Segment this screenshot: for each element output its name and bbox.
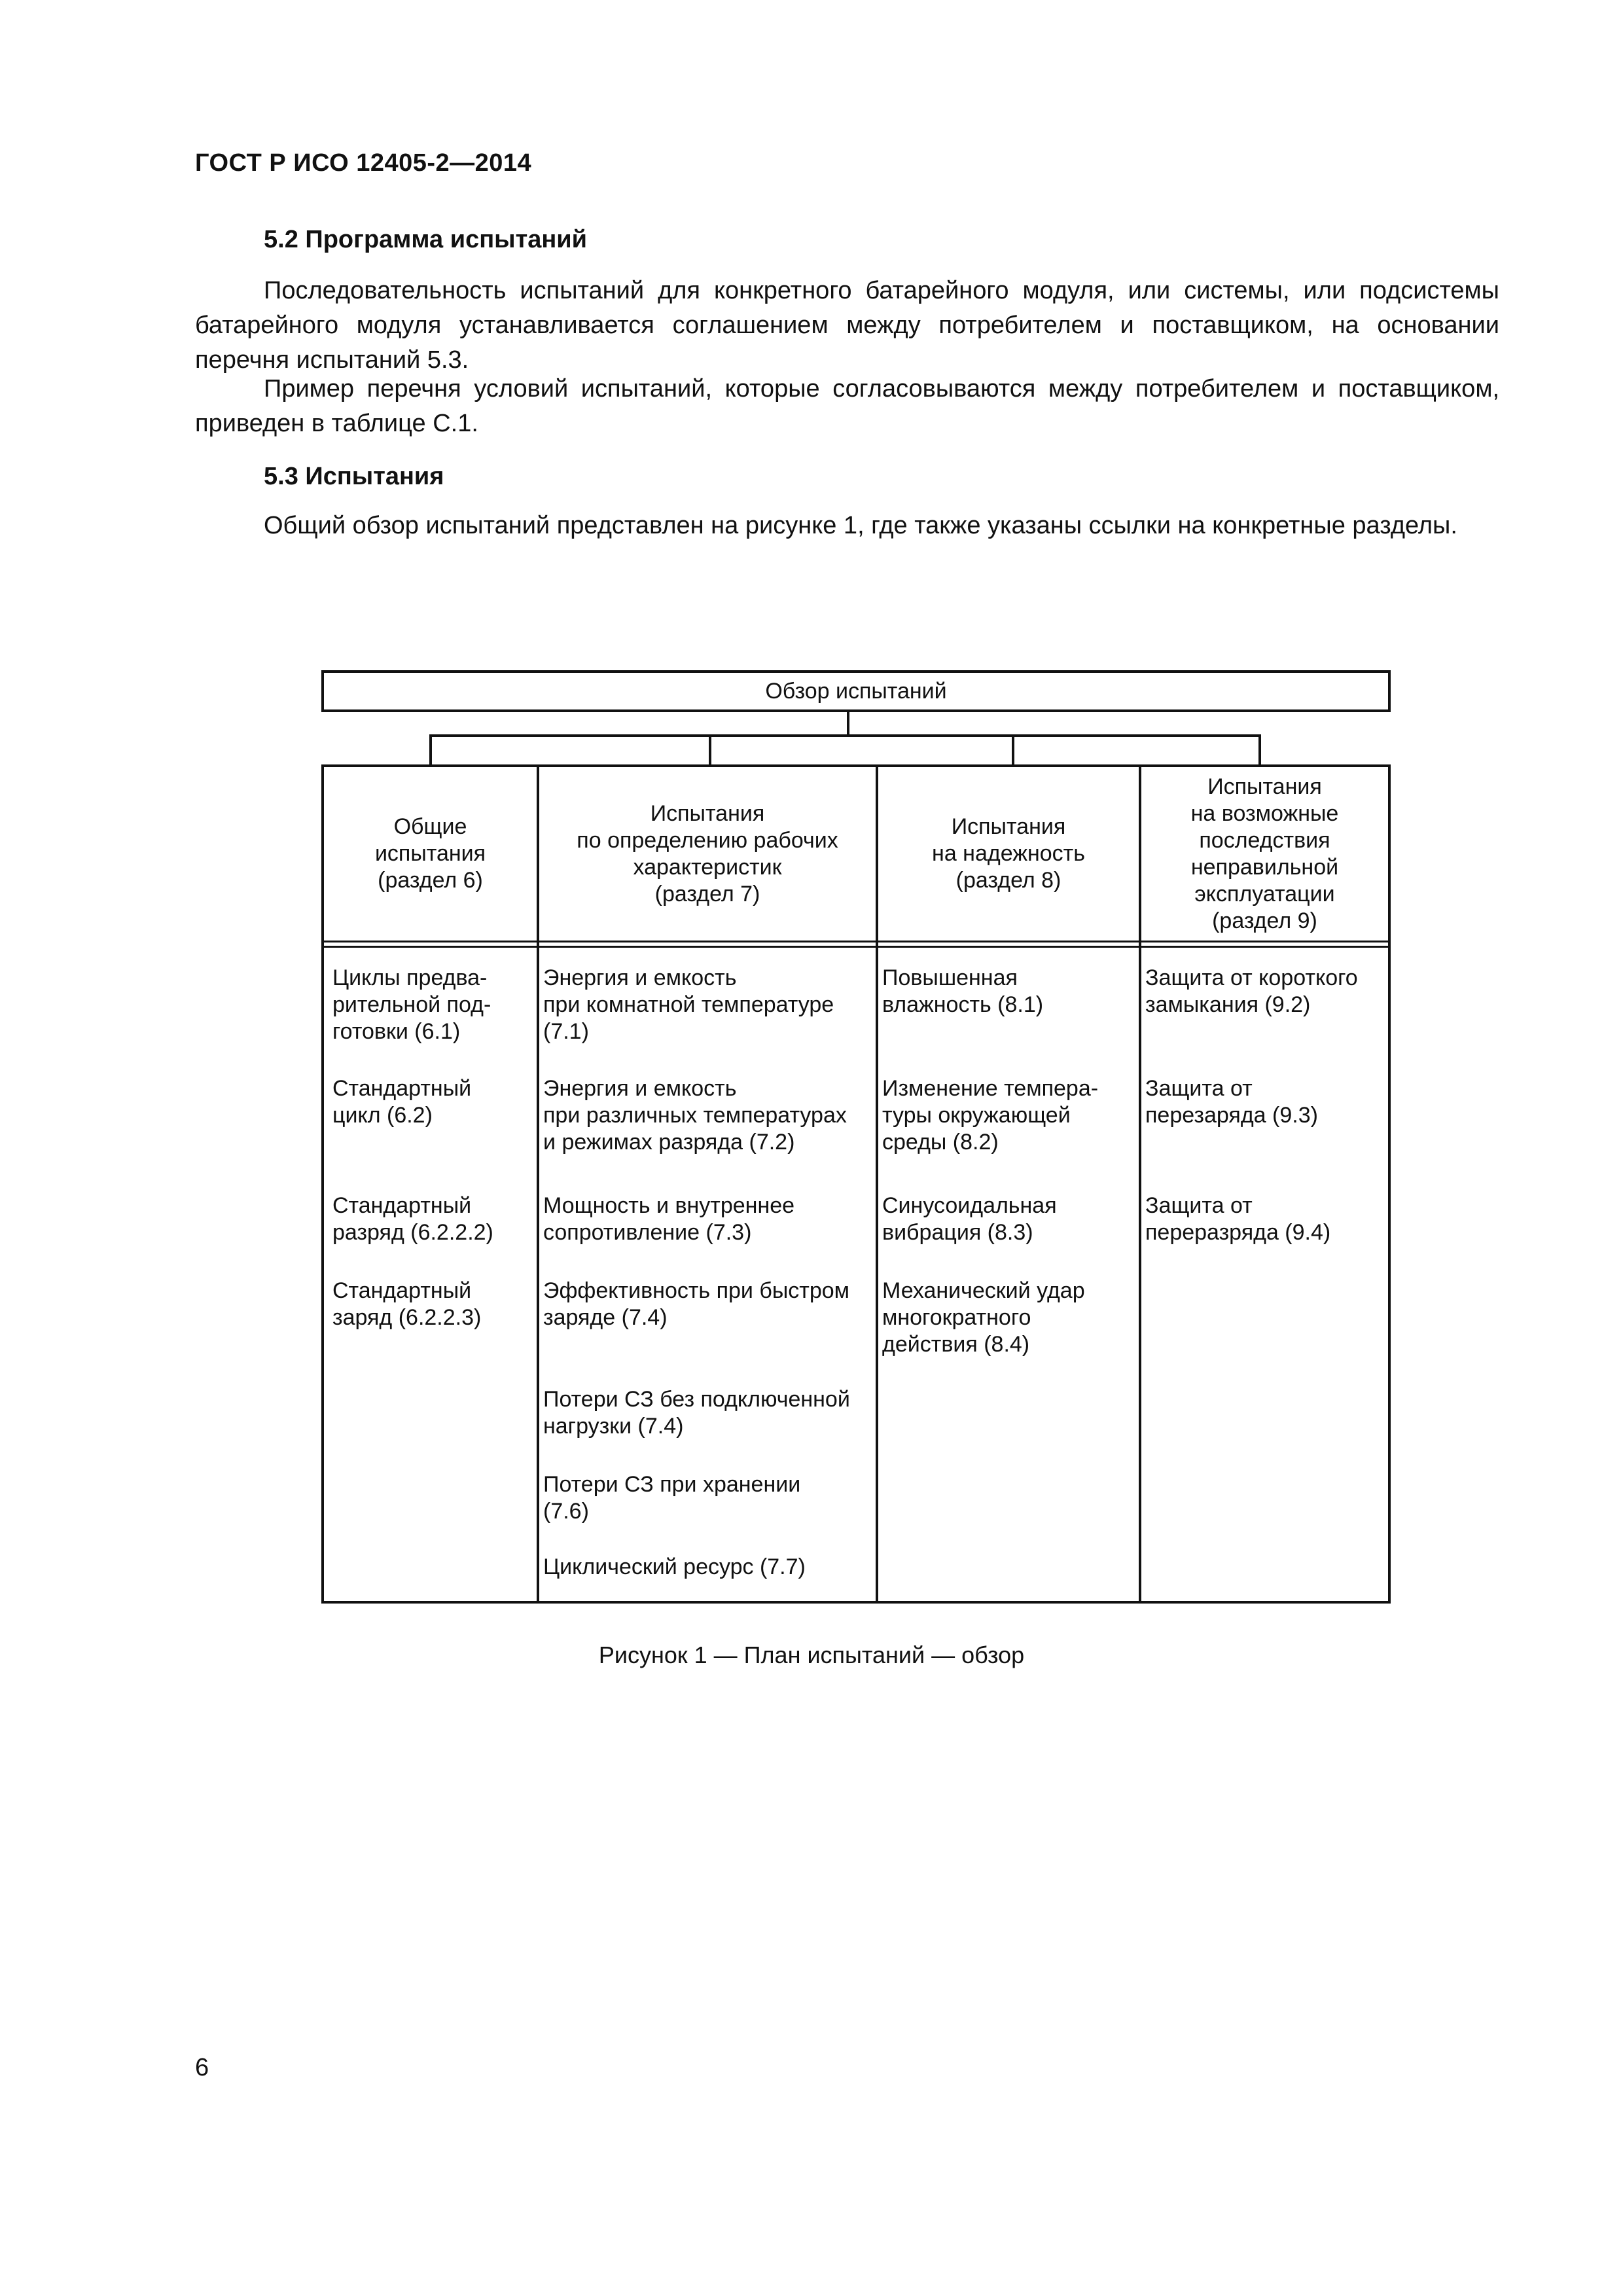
list-item: Стандартный цикл (6.2) (332, 1076, 472, 1128)
overview-label: Обзор испытаний (765, 678, 947, 704)
list-item: Энергия и емкость при комнатной температуре (7.1) (543, 965, 834, 1044)
list-item: Защита от переразряда (9.4) (1145, 1193, 1331, 1245)
list-item: Повышенная влажность (8.1) (882, 965, 1044, 1017)
connector-col-2 (709, 734, 711, 766)
list-item: Защита от перезаряда (9.3) (1145, 1076, 1318, 1128)
section-5-2-paragraph-2: Пример перечня условий испытаний, которые согласовываются между потребителем и поставщиком, приведен в таблице С.1. (195, 375, 1499, 437)
column-header-general: Общие испытания (раздел 6) (374, 814, 486, 893)
list-item: Стандартный заряд (6.2.2.3) (332, 1278, 482, 1330)
page-number: 6 (195, 2054, 209, 2081)
column-header-abuse: Испытания на возможные последствия неправильной эксплуатации (раздел 9) (1190, 774, 1339, 933)
list-item: Циклический ресурс (7.7) (543, 1554, 806, 1579)
section-5-2-heading: 5.2 Программа испытаний (264, 226, 588, 253)
list-item: Потери СЗ при хранении (7.6) (543, 1472, 801, 1524)
list-item: Циклы предва- рительной под- готовки (6.1) (332, 965, 491, 1044)
list-item: Стандартный разряд (6.2.2.2) (332, 1193, 493, 1245)
list-item: Энергия и емкость при различных температурах и режимах разряда (7.2) (543, 1076, 847, 1155)
connector-vertical-main (847, 712, 849, 736)
header-divider-upper (321, 941, 1391, 942)
list-item: Механический удар многократного действия (8.4) (882, 1278, 1085, 1357)
list-item: Потери СЗ без подключенной нагрузки (7.4) (543, 1387, 850, 1439)
list-item: Мощность и внутреннее сопротивление (7.3) (543, 1193, 795, 1245)
list-item: Эффективность при быстром заряде (7.4) (543, 1278, 850, 1330)
header-divider-lower (321, 946, 1391, 948)
list-item: Изменение темпера- туры окружающей среды (8.2) (882, 1076, 1099, 1155)
column-header-reliability: Испытания на надежность (раздел 8) (932, 814, 1085, 893)
overview-box (321, 670, 1391, 712)
section-5-3-paragraph-1: Общий обзор испытаний представлен на рисунке 1, где также указаны ссылки на конкретные разделы. (264, 512, 1457, 539)
document-header: ГОСТ Р ИСО 12405-2—2014 (195, 149, 532, 177)
connector-col-4 (1258, 734, 1261, 766)
connector-col-3 (1012, 734, 1014, 766)
section-5-3-heading: 5.3 Испытания (264, 463, 444, 490)
column-header-performance: Испытания по определению рабочих характеристик (раздел 7) (577, 800, 838, 906)
connector-horizontal (429, 734, 1261, 737)
figure-caption: Рисунок 1 — План испытаний — обзор (598, 1641, 1025, 1668)
connector-col-1 (429, 734, 432, 766)
list-item: Синусоидальная вибрация (8.3) (882, 1193, 1057, 1245)
section-5-2-paragraph-1: Последовательность испытаний для конкретного батарейного модуля, или системы, или подсистемы батарейного модуля устанавливается соглашением между потребителем и поставщиком, на основании перечня испытаний 5.3. (195, 277, 1499, 374)
list-item: Защита от короткого замыкания (9.2) (1145, 965, 1358, 1017)
